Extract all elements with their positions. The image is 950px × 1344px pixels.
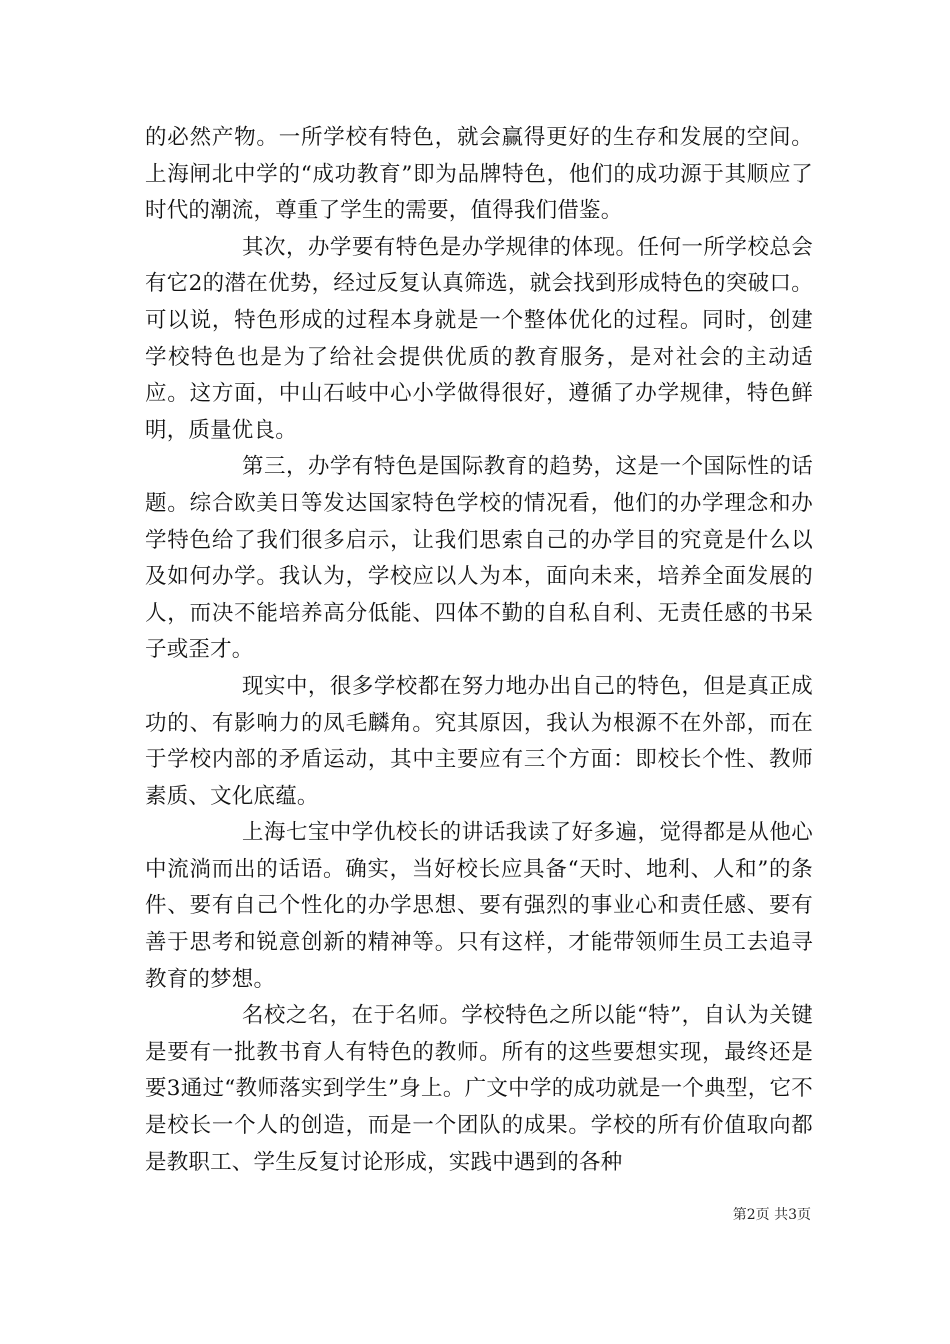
paragraph-3: 第三，办学有特色是国际教育的趋势，这是一个国际性的话题。综合欧美日等发达国家特色学校的情况看，他们的办学理念和办学特色给了我们很多启示，让我们思索自己的办学目的究竟是什么以及如何办学。我认为，学校应以人为本，面向未来，培养全面发展的人，而决不能培养高分低能、四体不勤的自私自利、无责任感的书呆子或歪才。 [145, 454, 813, 663]
page-number-footer: 第2页 共3页 [732, 1207, 811, 1223]
paragraph-4: 现实中，很多学校都在努力地办出自己的特色，但是真正成功的、有影响力的凤毛麟角。究其原因，我认为根源不在外部，而在于学校内部的矛盾运动，其中主要应有三个方面：即校长个性、教师素质、文化底蕴。 [145, 673, 813, 809]
paragraph-1: 的必然产物。一所学校有特色，就会赢得更好的生存和发展的空间。上海闸北中学的“成功教育”即为品牌特色，他们的成功源于其顺应了时代的潮流，尊重了学生的需要，值得我们借鉴。 [145, 125, 813, 224]
document-body [145, 120, 813, 1181]
paragraph-2: 其次，办学要有特色是办学规律的体现。任何一所学校总会有它2的潜在优势，经过反复认真筛选，就会找到形成特色的突破口。可以说，特色形成的过程本身就是一个整体优化的过程。同时，创建学校特色也是为了给社会提供优质的教育服务，是对社会的主动适应。这方面，中山石岐中心小学做得很好，遵循了办学规律，特色鲜明，质量优良。 [145, 234, 813, 443]
paragraph-6: 名校之名，在于名师。学校特色之所以能“特”，自认为关键是要有一批教书育人有特色的教师。所有的这些要想实现，最终还是要3通过“教师落实到学生”身上。广文中学的成功就是一个典型，它不是校长一个人的创造，而是一个团队的成果。学校的所有价值取向都是教职工、学生反复讨论形成，实践中遇到的各种 [145, 1003, 813, 1175]
paragraph-5: 上海七宝中学仇校长的讲话我读了好多遍，觉得都是从他心中流淌而出的话语。确实，当好校长应具备“天时、地利、人和”的条件、要有自己个性化的办学思想、要有强烈的事业心和责任感、要有善于思考和锐意创新的精神等。只有这样，才能带领师生员工去追寻教育的梦想。 [145, 820, 813, 992]
